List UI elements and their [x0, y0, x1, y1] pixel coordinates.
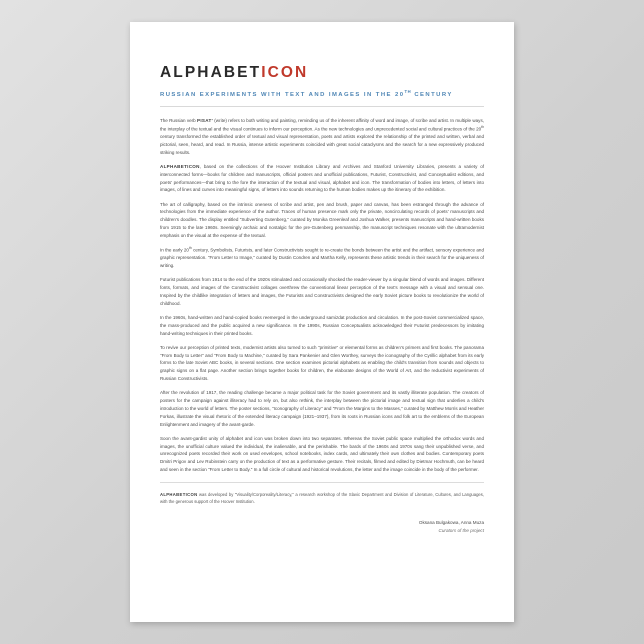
- title-alphabet: ALPHABET: [160, 64, 262, 81]
- credits-names: Oksana Bulgakowa, Anna Muza: [418, 520, 484, 526]
- footer-divider: [160, 482, 484, 483]
- header-divider: [160, 106, 484, 107]
- title-icon: ICON: [261, 64, 309, 81]
- poster-subtitle: [160, 89, 484, 98]
- paragraph: Futurist publications from 1914 to the end of the 1920s stimulated and occasionally shocked the reader-viewer by a singular blend of words and images. Different fonts, formats, and images of the Constructivist collages overthrew the conventional linear perception of the text's message with a visual and sensual one. Inspired by the childlike integration of letters and images, the Futurists and Constructivists designed the early Soviet picture books to revolutionize the world of childhood.: [160, 277, 484, 306]
- subtitle-main: RUSSIAN EXPERIMENTS WITH TEXT AND IMAGES IN THE 20: [160, 91, 405, 98]
- footnote-project-name: ALPHABETICON: [160, 491, 198, 497]
- poster-footnote: [160, 491, 484, 505]
- footnote-text: was developed by "Visuality/Corporeality/Literacy," a research workshop of the Slavic Department and Division of Literature, Cultures, and Languages, with the generous support of the Hoover Institution.: [160, 491, 484, 504]
- paragraph: Soon the avant-gardist unity of alphabet and icon was broken down into two separates. Whereas the Soviet public space multiplied the orthodox words and images, the unofficial culture valued the individual, the inalienable, and the perishable. The bards of the 1960s and 1970s sang their unpublished verse, and unrecognized poets recorded their work on used envelopes, school notebooks, index cards, and ultimately their own clothes and bodies. Contemporary poets Dmitri Prigov and Lev Rubinstein carry on the production of text as a performative gesture. Their recitals, filmed and edited by Dietmar Hochmuth, can be heard and seen in the section "From Letter to Body." In a full circle of cultural and historical revolutions, the letter and the image coincide in the body of the performer.: [160, 435, 484, 472]
- paragraph: In the early 20th century, Symbolists, Futurists, and later Constructivists sought to re-create the bonds between the artist and the artifact, sensory experience and graphic representation. "From Letter to Image," curated by Dustin Condren and Martha Kelly, represents these artistic trends in their search for the uniqueness of writing.: [160, 246, 484, 269]
- paragraph: ALPHABETICON, based on the collections of the Hoover Institution Library and Archives and Stanford University Libraries, presents a variety of interconnected forms—books for children and manuscripts, official posters and unofficial publications, Futurist, Constructivist, and Conceptualist editions, and poets' performances—that bring to the fore the interaction of the textual and visual, alphabet and icon. The transformation of bodies into letters, of letters into images, of lines and curves into meaningful signs, of letters into sounds returning to the human bodies makes up the itinerary of the exhibition.: [160, 163, 484, 193]
- paragraph: The Russian verb PISAT' (write) refers to both writing and painting, reminding us of the inherent affinity of word and image, of scribe and artist. In multiple ways, the interplay of the textual and the visual continues to inform our perception. As the new technologies and unprecedented social and cultural practices of the 20th century transformed the established order of textual and visual representation, poets and artists explored the relationship of the printed and written, verbal and pictorial, seen, heard, and read. In Russia, intense artistic experiments coincided with great social cataclysms and the search for a new expressively produced striking results.: [160, 117, 484, 155]
- paragraph: The art of calligraphy, based on the intrinsic oneness of scribe and artist, pen and brush, paper and canvas, has been estranged through the advance of technologies from the immediate experience of the author. Traces of human presence mark only the private, noncirculating records of poets' manuscripts and children's doodles. The display entitled "Subverting Gutenberg," curated by Monika Greenleaf and Joshua Walker, presents manuscripts and hand-written books from 1915 to the late 1960s. Seemingly archaic and nostalgic for the pre-Gutenberg penmanship, the manuscript techniques resonate with the ultramodernist emphasis on the visual at the expense of the textual.: [160, 201, 484, 238]
- poster-credits: [160, 519, 484, 535]
- poster-body-text: [160, 117, 484, 474]
- credits-role: Curators of the project: [438, 528, 484, 534]
- paragraph: In the 1960s, hand-written and hand-copied books reemerged in the underground samizdat production and circulation. In the post-Soviet commercialized space, the mass-produced and the public acquired a new significance. In the 1990s, Russian Conceptualists acknowledged their Futurist predecessors by imitating hand-writing techniques in their printed books.: [160, 315, 484, 336]
- paragraph: To revive our perception of printed texts, modernist artists also turned to such "primitive" or elemental forms as children's primers and first books. The panorama "From Body to Letter" and "From Body to Machine," curated by Sara Pankenier and Glen Worthey, surveys the iconography of the Cyrillic alphabet from its early forms to the late Soviet ABC books, in several sections. One section examines pictorial alphabets as enabling the child's transition from sounds and objects to graphic signs on a flat page. Another section brings together books for children, the elaborate designs of the World of Art, and the reductivist experiments of Russian Constructivists.: [160, 344, 484, 382]
- poster-canvas: [130, 22, 514, 622]
- poster-masthead: [160, 64, 484, 107]
- paragraph: After the revolution of 1917, the reading challenge became a major political task for the Soviet government and its vastly illiterate population. The creators of posters for the campaign against illiteracy had to rely on, but also rethink, the interplay between the pictorial image and textual sign that underlies a child's introduction to the world of letters. The poster sections, "Iconography of Literacy" and "From the Margins to the Masses," curated by Matthew Morris and Heather Forkas, illustrate the visual rhetoric of the extended literacy campaign (1921–1937), from its roots in Russian icons and folk art to the emblems of the European Enlightenment and imagery of the avant-garde.: [160, 390, 484, 427]
- page-title: [160, 64, 484, 82]
- subtitle-ordinal: TH: [404, 89, 412, 94]
- subtitle-tail: CENTURY: [411, 91, 453, 98]
- poster-content: [130, 22, 514, 622]
